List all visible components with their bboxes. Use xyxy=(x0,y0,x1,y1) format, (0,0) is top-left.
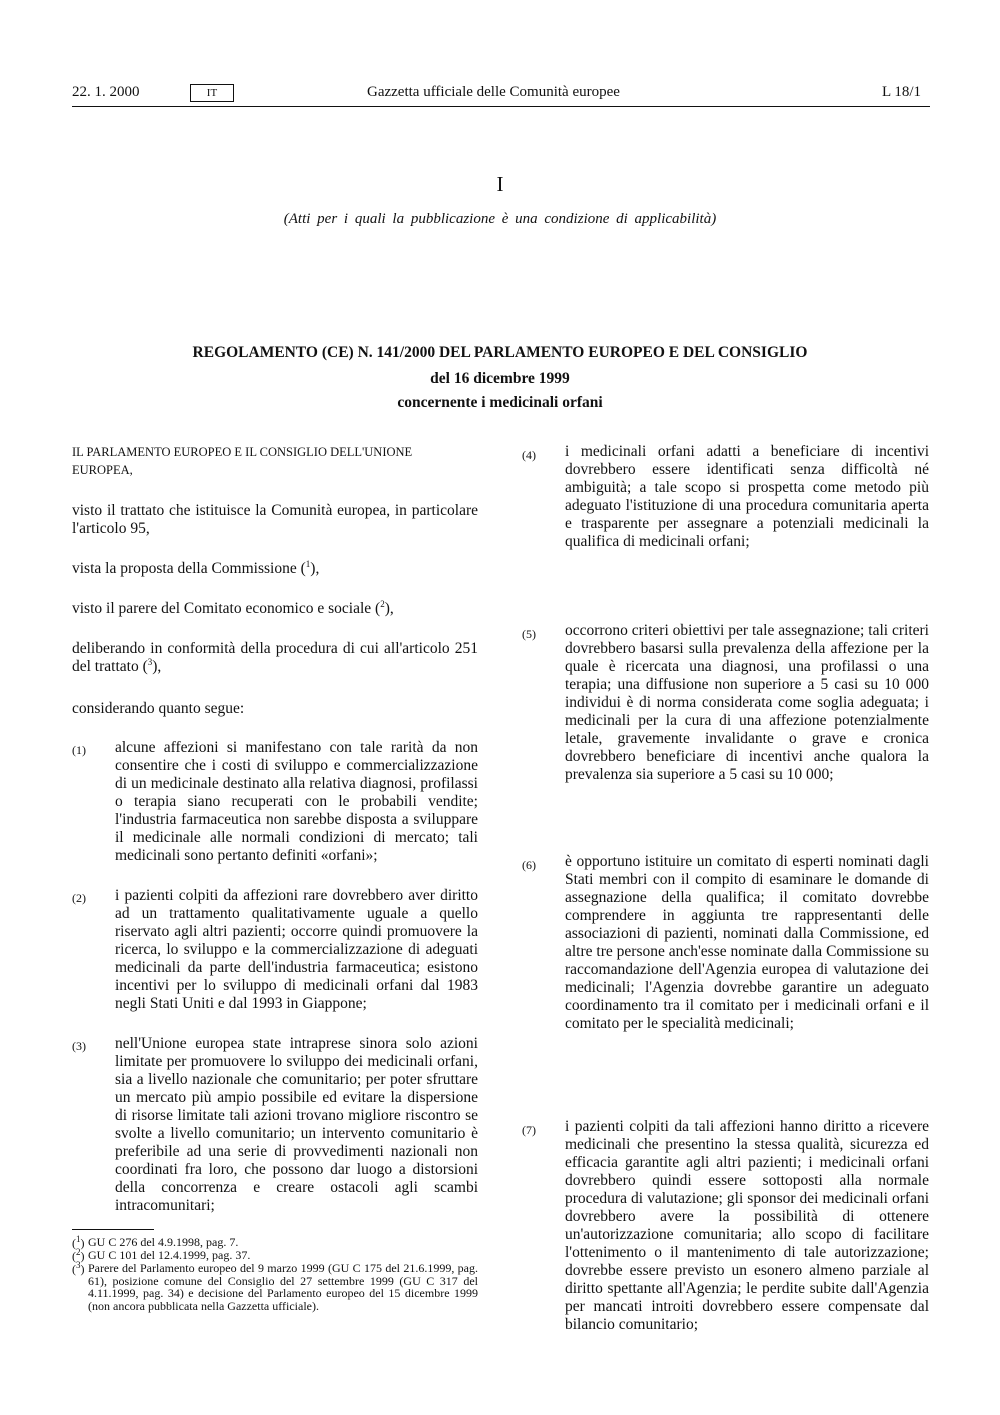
recital-text: i pazienti colpiti da tali affezioni hanno diritto a ricevere medicinali che presentino la stessa qualità, sicurezza ed efficacia garantite agli altri pazienti; i medicinali orfani dovrebbero quindi essere sottoposti alla normale procedura di valutazione; gli sponsor dei medicinali orfani dovrebbero avere la possibilità di ottenere un'autorizzazione comunitaria; allo scopo di facilitare l'ottenimento o il mantenimento di tale autorizzazione; dovrebbe essere previsto un esonero almeno parziale al diritto spettante all'Agenzia; le perdite subite dall'Agenzia per mancati introiti dovrebbero essere compensate dal bilancio comunitario; xyxy=(565,1118,929,1333)
preamble-considerando: considerando quanto segue: xyxy=(72,700,245,717)
regulation-subject: concernente i medicinali orfani xyxy=(397,394,603,411)
preamble-visto-parere: visto il parere del Comitato economico e sociale ($^2$), xyxy=(72,598,394,617)
footnote-label-1: 1 xyxy=(76,1234,81,1244)
preamble-vista-proposta-text: vista la proposta della Commissione xyxy=(72,560,297,577)
page-reference: L 18/1 xyxy=(882,84,922,100)
part-subtitle: (Atti per i quali la pubblicazione è una condizione di applicabilità) xyxy=(283,211,717,227)
footnote-ref-1: 1 xyxy=(305,558,311,569)
journal-title: Gazzetta ufficiale delle Comunità europee xyxy=(367,84,620,100)
footnote-text: GU C 101 del 12.4.1999, pag. 37. xyxy=(88,1248,251,1262)
recital-text: i medicinali orfani adatti a beneficiare di incentivi dovrebbero essere identificati senza difficoltà né ambiguità; a tale scopo si prospetta come metodo più adeguato l'istituzione di una procedura comunitaria aperta e trasparente per assegnare a potenziali medicinali la qualifica di medicinali orfani; xyxy=(565,443,929,550)
footnote-text: GU C 276 del 4.9.1998, pag. 7. xyxy=(88,1235,239,1249)
footnote-label-2: 2 xyxy=(76,1247,81,1257)
recital-text: nell'Unione europea state intraprese sinora solo azioni limitate per promuovere lo sviluppo dei medicinali orfani, sia a livello nazionale che comunitario; per poter sfruttare un mercato più ampio possibile ed evitare la dispersione di risorse limitate tali azioni trovano migliore riscontro se svolte a livello comunitario; un intervento comunitario è preferibile ad una serie di provvedimenti nazionali non coordinati fra loro, che possono dar luogo a distorsioni della concorrenza e creare ostacoli agli scambi intracomunitari; xyxy=(115,1035,478,1214)
footnote-label: ($^1$) xyxy=(72,1234,85,1250)
recital-number: (6) xyxy=(522,858,536,872)
preamble-authors: IL PARLAMENTO EUROPEO E IL CONSIGLIO DELL'UNIONE EUROPEA, xyxy=(72,445,413,477)
footnote-label-3: 3 xyxy=(76,1260,81,1270)
preamble-deliberando-text: deliberando in conformità della procedura di cui all'articolo 251 del trattato xyxy=(72,640,478,675)
preamble-deliberando: deliberando in conformità della procedura di cui all'articolo 251 del trattato ($^3$), xyxy=(72,640,478,675)
preamble-visto-trattato: visto il trattato che istituisce la Comunità europea, in particolare l'articolo 95, xyxy=(72,502,478,537)
regulation-date: del 16 dicembre 1999 xyxy=(430,370,570,387)
recital-text: è opportuno istituire un comitato di esperti nominati dagli Stati membri con il compito di esaminare le domande di assegnazione della qualifica; il comitato dovrebbe comprendere in aggiunta tre rappresentanti delle associazioni di pazienti, nominati dalla Commissione, ed altre tre persone anch'esse nominate dalla Commissione su raccomandazione dell'Agenzia europea di valutazione dei medicinali; l'Agenzia dovrebbe garantire un adeguato coordinamento tra il comitato per i medicinali orfani e il comitato per le specialità medicinali; xyxy=(565,853,929,1032)
footnote-ref-3: 3 xyxy=(147,656,153,667)
recital-number: (3) xyxy=(72,1039,86,1053)
preamble-vista-proposta: vista la proposta della Commissione ($^1$), xyxy=(72,558,320,577)
recital-text: occorrono criteri obiettivi per tale assegnazione; tali criteri dovrebbero basarsi sulla prevalenza della affezione per la quale è ricercata una diagnosi, una profilassi o una terapia; una diffusione non superiore a 5 casi su 10 000 individui è di norma considerata come soglia adeguata; i medicinali per la cura di una affezione potenzialmente letale, gravemente invalidante o grave e cronica dovrebbero beneficiare di incentivi anche qualora la prevalenza sia superiore a 5 casi su 10 000; xyxy=(565,622,929,783)
recital-text: alcune affezioni si manifestano con tale rarità da non consentire che i costi di sviluppo e commercializzazione di un medicinale destinato alla relativa diagnosi, profilassi o terapia siano recuperati con le probabili vendite; l'industria farmaceutica non sarebbe disposta a sviluppare il medicinale alle normali condizioni di mercato; tali medicinali sono pertanto definiti «orfani»; xyxy=(115,739,478,864)
recital-number: (4) xyxy=(522,448,536,462)
recital-number: (5) xyxy=(522,627,536,641)
recital-number: (1) xyxy=(72,743,86,757)
recital-number: (7) xyxy=(522,1123,536,1137)
preamble-visto-parere-text: visto il parere del Comitato economico e sociale xyxy=(72,600,372,617)
footnote-text: Parere del Parlamento europeo del 9 marzo 1999 (GU C 175 del 21.6.1999, pag. 61), posizione comune del Consiglio del 27 settembre 1999 (GU C 317 del 4.11.1999, pag. 34) e decisione del Parlamento europeo del 15 dicembre 1999 (non ancora pubblicata nella Gazzetta ufficiale). xyxy=(88,1261,478,1313)
footnote-label: ($^2$) xyxy=(72,1247,85,1263)
footnote-label: ($^3$) xyxy=(72,1260,85,1276)
recital-number: (2) xyxy=(72,891,86,905)
regulation-title: REGOLAMENTO (CE) N. 141/2000 DEL PARLAMENTO EUROPEO E DEL CONSIGLIO xyxy=(192,344,808,361)
language-code-box: IT xyxy=(190,84,234,102)
recital-text: i pazienti colpiti da affezioni rare dovrebbero aver diritto ad un trattamento qualitativamente uguale a quello riservato agli altri pazienti; occorre quindi promuovere la ricerca, lo sviluppo e la commercializzazione di adeguati medicinali da parte dell'industria farmaceutica; esistono incentivi per lo sviluppo di medicinali orfani dal 1983 negli Stati Uniti e dal 1993 in Giappone; xyxy=(115,887,478,1012)
part-numeral: I xyxy=(496,172,504,196)
footnote-ref-2: 2 xyxy=(380,598,385,609)
publication-date: 22. 1. 2000 xyxy=(72,84,140,100)
